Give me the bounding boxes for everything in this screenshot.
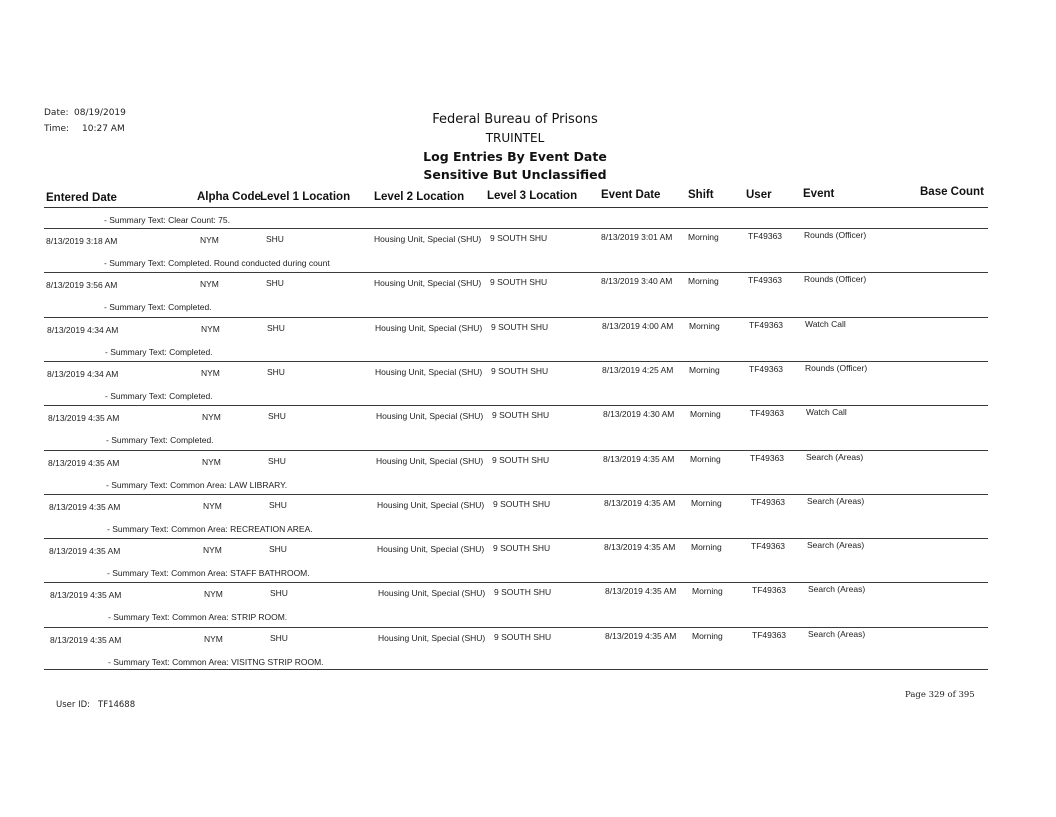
shift-cell: Morning [690,454,721,464]
event-cell: Search (Areas) [808,584,866,594]
col-shift: Shift [688,189,714,201]
level2-location-cell: Housing Unit, Special (SHU) [375,323,483,333]
shift-cell: Morning [692,586,723,596]
user-cell: TF49363 [752,630,787,640]
alpha-code-cell: NYM [202,457,221,467]
entered-date-cell: 8/13/2019 4:35 AM [49,502,121,512]
entered-date-cell: 8/13/2019 4:35 AM [48,458,120,468]
event-cell: Rounds (Officer) [805,363,868,373]
entered-date-cell: 8/13/2019 3:18 AM [46,236,118,246]
alpha-code-cell: NYM [204,589,223,599]
event-date-cell: 8/13/2019 4:25 AM [602,365,674,375]
level1-location-cell: SHU [266,234,284,244]
level2-location-cell: Housing Unit, Special (SHU) [374,234,482,244]
user-id-value: TF14688 [98,700,136,710]
shift-cell: Morning [690,409,721,419]
level2-location-cell: Housing Unit, Special (SHU) [378,588,486,598]
alpha-code-cell: NYM [200,279,219,289]
level2-location-cell: Housing Unit, Special (SHU) [376,456,484,466]
shift-cell: Morning [691,498,722,508]
col-level1-location: Level 1 Location [260,191,351,203]
event-cell: Search (Areas) [806,452,864,462]
level2-location-cell: Housing Unit, Special (SHU) [374,278,482,288]
top-summary-text: - Summary Text: Clear Count: 75. [104,215,230,225]
col-event: Event [803,188,835,200]
column-header-row [0,186,1056,208]
user-cell: TF49363 [749,364,784,374]
header-rule [44,207,988,208]
event-cell: Search (Areas) [807,540,865,550]
event-date-cell: 8/13/2019 4:00 AM [602,321,674,331]
level3-location-cell: 9 SOUTH SHU [492,455,550,465]
row-summary-text: - Summary Text: Common Area: STRIP ROOM. [108,612,288,622]
alpha-code-cell: NYM [200,235,219,245]
event-cell: Search (Areas) [807,496,865,506]
row-summary-text: - Summary Text: Completed. [105,347,213,357]
row-summary-text: - Summary Text: Common Area: LAW LIBRARY. [106,480,288,490]
user-id-label: User ID: [56,700,90,710]
entered-date-cell: 8/13/2019 4:35 AM [50,590,122,600]
level3-location-cell: 9 SOUTH SHU [490,233,548,243]
footer-user-id [56,700,135,710]
level2-location-cell: Housing Unit, Special (SHU) [376,411,484,421]
page-number: Page 329 of 395 [905,690,975,700]
event-date-cell: 8/13/2019 4:35 AM [605,631,677,641]
col-level3-location: Level 3 Location [487,190,578,202]
alpha-code-cell: NYM [203,545,222,555]
event-cell: Watch Call [805,319,846,329]
time-value: 10:27 AM [82,124,125,134]
event-date-cell: 8/13/2019 4:35 AM [605,586,677,596]
shift-cell: Morning [691,542,722,552]
user-cell: TF49363 [748,231,783,241]
level2-location-cell: Housing Unit, Special (SHU) [375,367,483,377]
user-cell: TF49363 [749,320,784,330]
user-cell: TF49363 [752,585,787,595]
print-date [44,108,126,118]
user-cell: TF49363 [751,497,786,507]
level1-location-cell: SHU [266,278,284,288]
shift-cell: Morning [688,232,719,242]
alpha-code-cell: NYM [201,324,220,334]
row-summary-text: - Summary Text: Completed. Round conducted during count [104,258,330,268]
col-entered-date: Entered Date [46,192,117,204]
col-base-count: Base Count [920,186,984,198]
level1-location-cell: SHU [269,544,287,554]
level3-location-cell: 9 SOUTH SHU [490,277,548,287]
level3-location-cell: 9 SOUTH SHU [492,410,550,420]
col-event-date: Event Date [601,189,661,201]
row-summary-text: - Summary Text: Common Area: STAFF BATHROOM. [107,568,310,578]
level1-location-cell: SHU [267,323,285,333]
user-cell: TF49363 [750,408,785,418]
event-cell: Search (Areas) [808,629,866,639]
col-alpha-code: Alpha Code [197,191,261,203]
level3-location-cell: 9 SOUTH SHU [494,587,552,597]
event-date-cell: 8/13/2019 4:35 AM [603,454,675,464]
level3-location-cell: 9 SOUTH SHU [493,543,551,553]
col-level2-location: Level 2 Location [374,191,465,203]
level2-location-cell: Housing Unit, Special (SHU) [378,633,486,643]
row-summary-text: - Summary Text: Common Area: RECREATION AREA. [107,524,313,534]
level3-location-cell: 9 SOUTH SHU [491,366,549,376]
level1-location-cell: SHU [267,367,285,377]
date-value: 08/19/2019 [74,108,126,118]
level1-location-cell: SHU [269,500,287,510]
shift-cell: Morning [692,631,723,641]
row-summary-text: - Summary Text: Completed. [104,302,212,312]
entered-date-cell: 8/13/2019 4:34 AM [47,369,119,379]
alpha-code-cell: NYM [204,634,223,644]
event-date-cell: 8/13/2019 3:40 AM [601,276,673,286]
entered-date-cell: 8/13/2019 4:35 AM [50,635,122,645]
table-bottom-rule [44,669,988,670]
shift-cell: Morning [688,276,719,286]
level1-location-cell: SHU [268,411,286,421]
alpha-code-cell: NYM [201,368,220,378]
row-summary-text: - Summary Text: Completed. [106,435,214,445]
report-title: Log Entries By Event Date [423,149,607,164]
entered-date-cell: 8/13/2019 4:35 AM [49,546,121,556]
level3-location-cell: 9 SOUTH SHU [494,632,552,642]
event-cell: Watch Call [806,407,847,417]
entered-date-cell: 8/13/2019 3:56 AM [46,280,118,290]
level2-location-cell: Housing Unit, Special (SHU) [377,500,485,510]
system-title: TRUINTEL [485,131,545,145]
event-cell: Rounds (Officer) [804,274,867,284]
user-cell: TF49363 [750,453,785,463]
classification-label: Sensitive But Unclassified [423,167,607,182]
print-time [44,124,125,134]
event-date-cell: 8/13/2019 4:30 AM [603,409,675,419]
agency-title: Federal Bureau of Prisons [432,112,598,127]
level3-location-cell: 9 SOUTH SHU [491,322,549,332]
level3-location-cell: 9 SOUTH SHU [493,499,551,509]
alpha-code-cell: NYM [203,501,222,511]
level1-location-cell: SHU [268,456,286,466]
date-label: Date: [44,108,69,118]
level1-location-cell: SHU [270,588,288,598]
shift-cell: Morning [689,365,720,375]
time-label: Time: [44,124,70,134]
user-cell: TF49363 [751,541,786,551]
row-summary-text: - Summary Text: Common Area: VISITNG STRIP ROOM. [108,657,324,667]
level2-location-cell: Housing Unit, Special (SHU) [377,544,485,554]
alpha-code-cell: NYM [202,412,221,422]
level1-location-cell: SHU [270,633,288,643]
event-date-cell: 8/13/2019 3:01 AM [601,232,673,242]
shift-cell: Morning [689,321,720,331]
col-user: User [746,189,772,201]
row-summary-text: - Summary Text: Completed. [105,391,213,401]
event-cell: Rounds (Officer) [804,230,867,240]
entered-date-cell: 8/13/2019 4:34 AM [47,325,119,335]
entered-date-cell: 8/13/2019 4:35 AM [48,413,120,423]
event-date-cell: 8/13/2019 4:35 AM [604,498,676,508]
user-cell: TF49363 [748,275,783,285]
event-date-cell: 8/13/2019 4:35 AM [604,542,676,552]
